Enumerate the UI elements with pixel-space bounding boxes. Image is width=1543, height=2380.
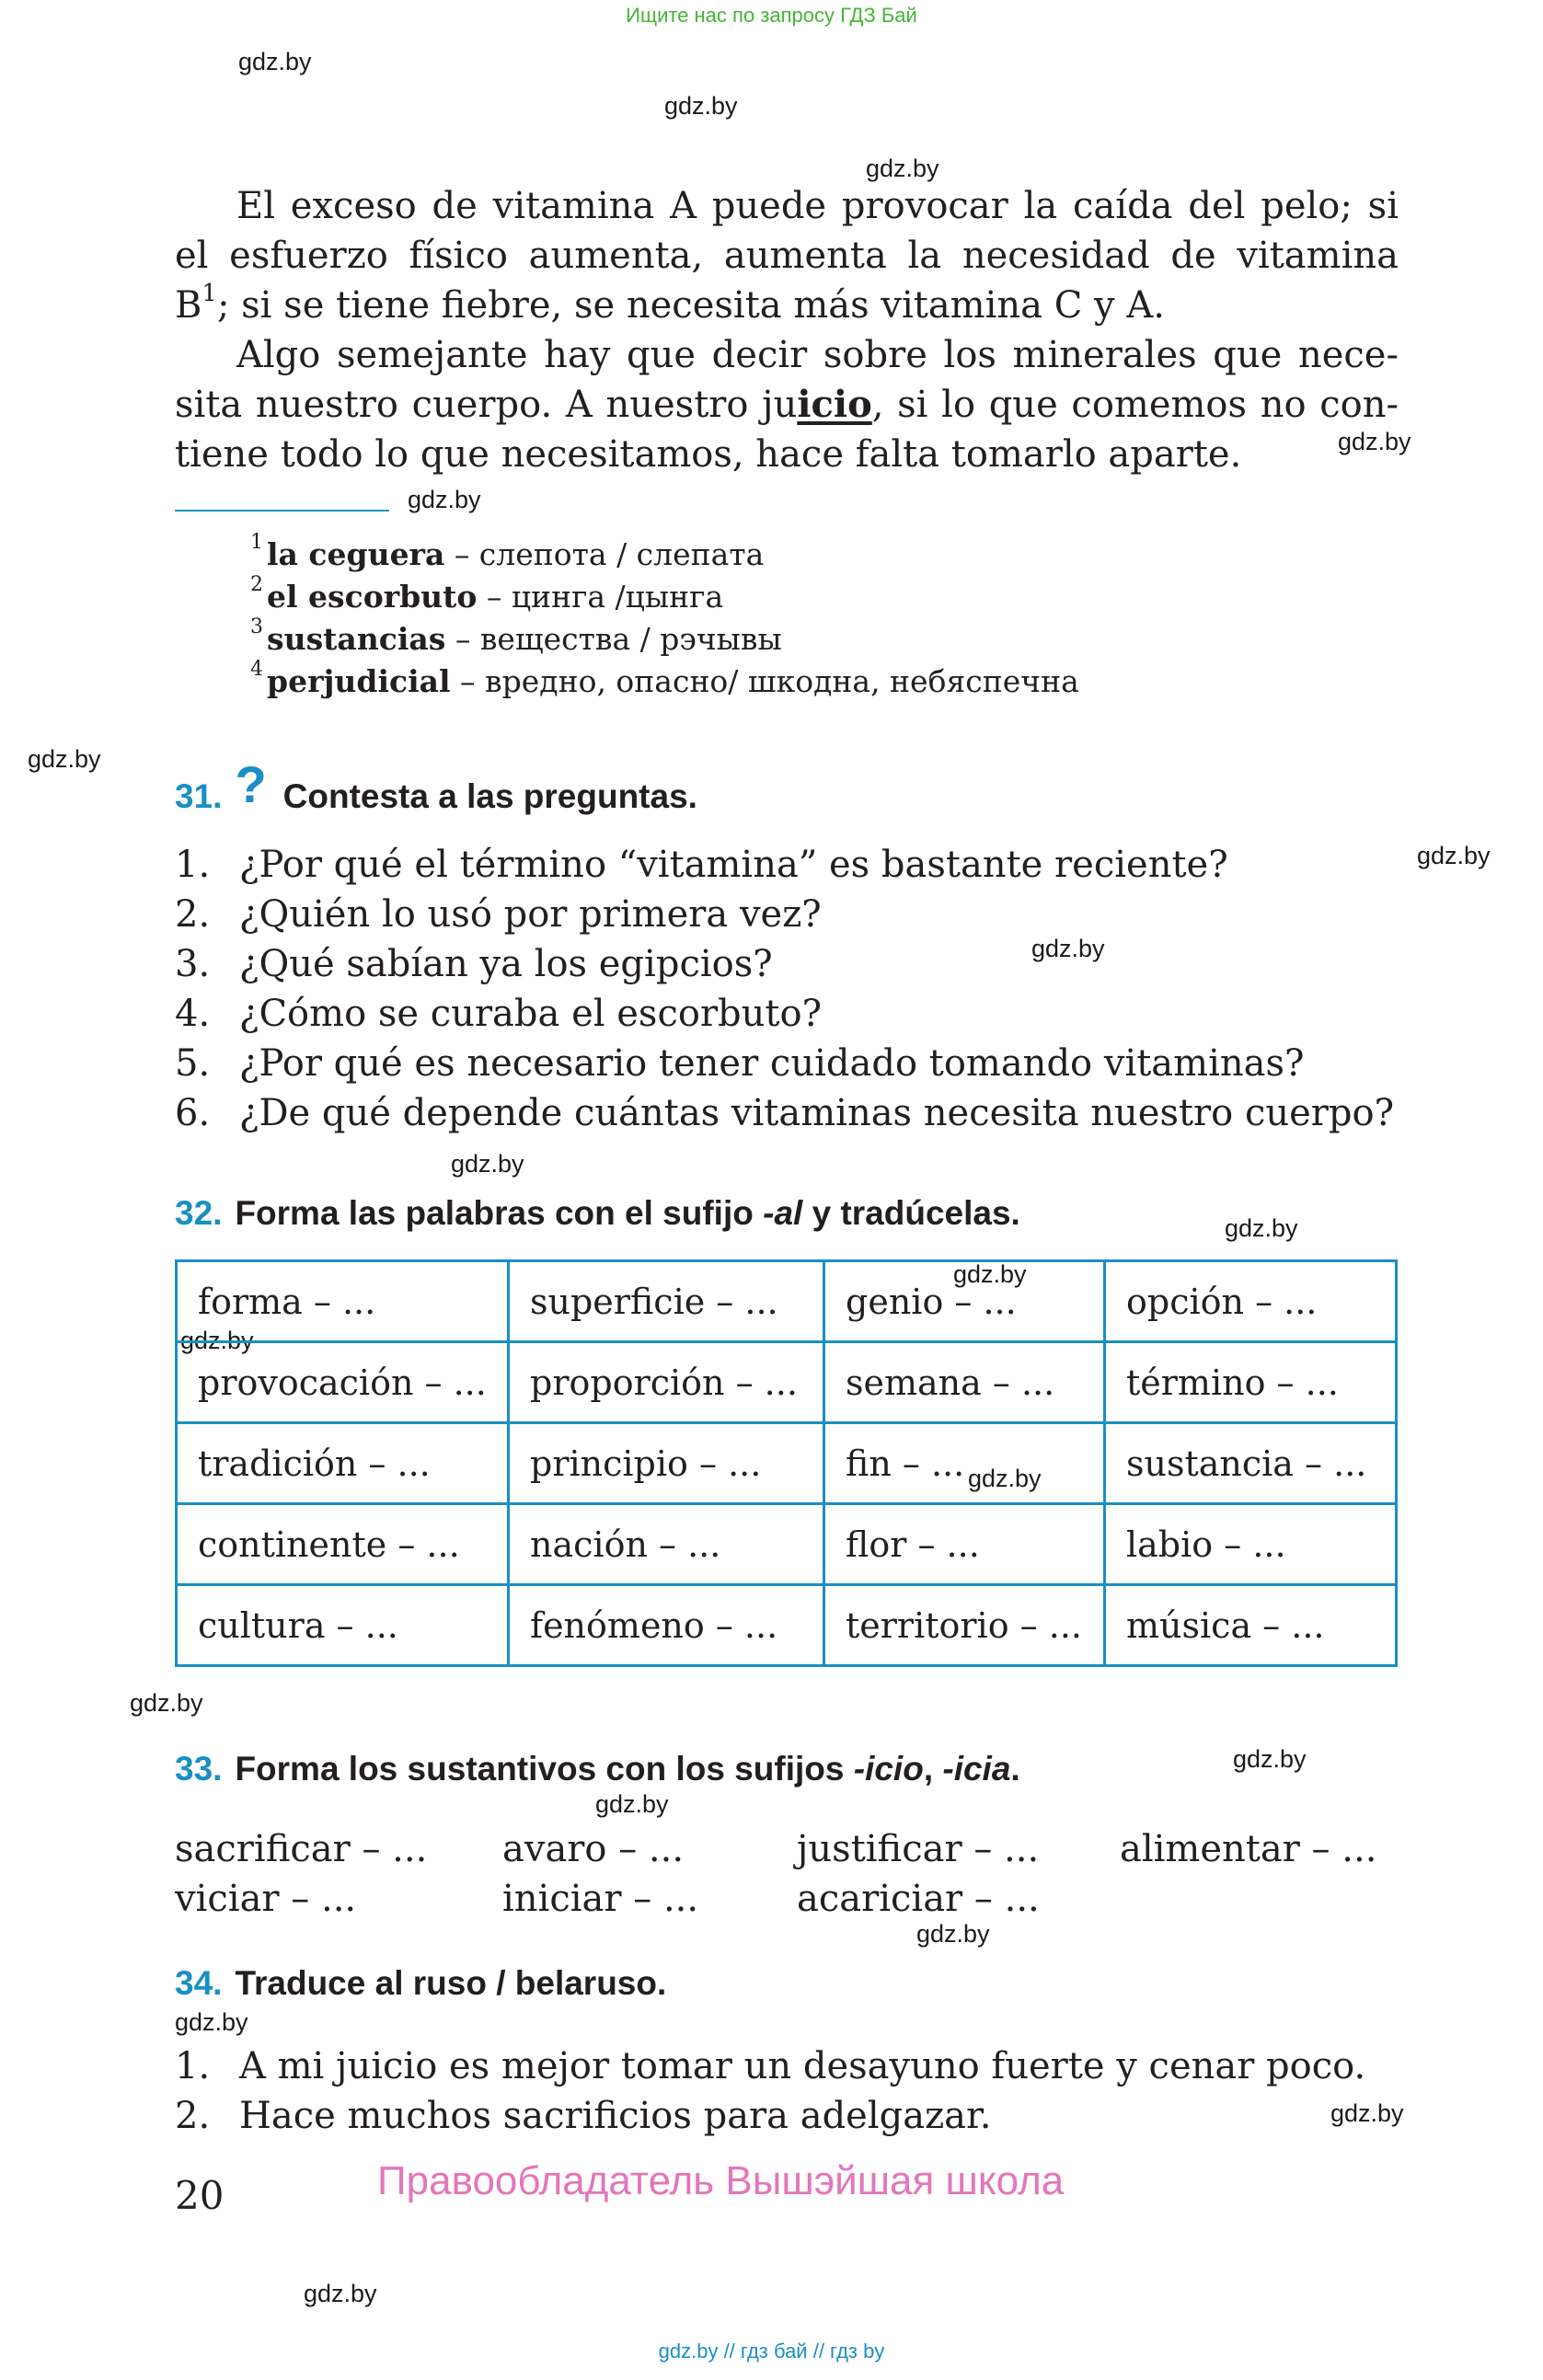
table-cell: labio – ... (1105, 1504, 1397, 1585)
exercise-31-heading (175, 755, 697, 820)
item-text: A mi juicio es mejor tomar un desayuno fuerte y cenar poco. (239, 2045, 1366, 2087)
list-item (175, 2091, 1365, 2141)
watermark: gdz.by (304, 2280, 377, 2307)
suffix: -icio (853, 1750, 924, 1788)
sentence-list (175, 2041, 1365, 2141)
text-line: Algo semejante hay que decir sobre los minerales que nece- (236, 334, 1399, 376)
text-segment: , si lo que comemos no con- (871, 384, 1399, 426)
footnote-number: 3 (250, 615, 263, 638)
word-item: iniciar – ... (502, 1878, 699, 1920)
footnote-number: 2 (250, 573, 263, 596)
table-cell: provocación – ... (177, 1342, 509, 1423)
bottom-links: gdz.by // гдз бай // гдз by (658, 2340, 885, 2363)
table-cell: genio – ... (824, 1261, 1105, 1342)
text-line (175, 380, 1399, 430)
table-row (177, 1423, 1397, 1504)
watermark: gdz.by (968, 1465, 1042, 1492)
table-cell: tradición – ... (177, 1423, 509, 1504)
question-list (175, 840, 1394, 1138)
table-cell: música – ... (1105, 1585, 1397, 1666)
page-number: 20 (175, 2173, 225, 2218)
item-text: ¿Por qué es necesario tener cuidado tomando vitaminas? (239, 1042, 1305, 1085)
table-row (177, 1585, 1397, 1666)
item-text: ¿De qué depende cuántas vitaminas necesita nuestro cuerpo? (239, 1092, 1395, 1134)
exercise-title: y tradúcelas. (802, 1194, 1020, 1232)
text-line: tiene todo lo que necesitamos, hace falta tomarlo aparte. (175, 433, 1242, 476)
watermark: gdz.by (28, 745, 101, 773)
footnotes (250, 531, 1079, 703)
footnote-number: 4 (250, 658, 263, 681)
exercise-number: 32. (175, 1194, 223, 1232)
table-cell: principio – ... (509, 1423, 824, 1504)
table-cell: sustancia – ... (1105, 1423, 1397, 1504)
table-row (177, 1504, 1397, 1585)
text-segment: B (175, 284, 202, 327)
footnote-divider (175, 510, 389, 512)
footnote-term: sustancias (267, 621, 446, 657)
exercise-title: Traduce al ruso / belaruso. (235, 1964, 667, 2002)
exercise-title: Contesta a las preguntas. (282, 777, 697, 815)
item-text: ¿Quién lo usó por primera vez? (239, 893, 822, 936)
item-number: 6. (175, 1092, 211, 1134)
exercise-number: 33. (175, 1750, 223, 1788)
word-item: viciar – ... (175, 1878, 357, 1920)
watermark: gdz.by (1338, 428, 1411, 455)
footnote-term: perjudicial (267, 663, 451, 699)
footnote-translation: – вещества / рэчывы (445, 621, 782, 657)
table-cell: forma – ... (177, 1261, 509, 1342)
watermark: gdz.by (1225, 1214, 1298, 1242)
exercise-32-heading (175, 1194, 1020, 1233)
watermark: gdz.by (408, 486, 481, 513)
watermark: gdz.by (664, 92, 738, 120)
item-number: 4. (175, 993, 211, 1035)
word-item: alimentar – ... (1120, 1828, 1377, 1870)
exercise-34-heading (175, 1964, 666, 2003)
watermark: gdz.by (238, 48, 312, 75)
footnote-term: la ceguera (267, 536, 445, 572)
table-cell: flor – ... (824, 1504, 1105, 1585)
word-item: sacrificar – ... (175, 1828, 428, 1870)
table-cell: proporción – ... (509, 1342, 824, 1423)
footnote-translation: – цинга /цынга (477, 579, 724, 615)
footnote-translation: – вредно, опасно/ шкодна, небяспечна (450, 663, 1079, 699)
watermark: gdz.by (180, 1327, 254, 1354)
suffix: -al (763, 1194, 803, 1232)
top-banner: Ищите нас по запросу ГДЗ Бай (626, 4, 917, 27)
punctuation: . (1010, 1750, 1020, 1788)
list-item (175, 989, 1394, 1039)
watermark: gdz.by (595, 1790, 669, 1818)
exercise-number: 31. (175, 777, 223, 815)
highlighted-suffix: icio (797, 383, 872, 426)
paragraph-vitamins (175, 181, 1399, 330)
rights-holder: Правообладатель Вышэйшая школа (377, 2158, 1065, 2203)
item-number: 1. (175, 844, 211, 886)
footnote-translation: – слепота / слепата (444, 536, 765, 572)
list-item (175, 939, 1394, 989)
list-item (175, 1088, 1394, 1138)
list-item (175, 890, 1394, 939)
text-segment: ; si se tiene fiebre, se necesita más vitamina C y A. (216, 284, 1165, 327)
watermark: gdz.by (451, 1150, 524, 1178)
exercise-title: Forma los sustantivos con los sufijos (235, 1750, 854, 1788)
footnote (250, 658, 1079, 703)
watermark: gdz.by (866, 155, 939, 182)
text-line: el esfuerzo físico aumenta, aumenta la necesidad de vitamina (175, 235, 1399, 277)
exercise-number: 34. (175, 1964, 223, 2002)
footnote (250, 615, 1079, 661)
table-cell: territorio – ... (824, 1585, 1105, 1666)
list-item (175, 840, 1394, 890)
word-item: justificar – ... (797, 1828, 1040, 1870)
footnote-number: 1 (250, 531, 263, 554)
item-text: ¿Por qué el término “vitamina” es bastante reciente? (239, 844, 1228, 886)
list-item (175, 2041, 1365, 2091)
table-cell: fin – ... (824, 1423, 1105, 1504)
watermark: gdz.by (916, 1920, 990, 1948)
superscript: 1 (202, 279, 217, 307)
item-text: ¿Qué sabían ya los egipcios? (239, 943, 773, 985)
table-cell: semana – ... (824, 1342, 1105, 1423)
item-number: 2. (175, 893, 211, 936)
exercise-33-heading (175, 1750, 1020, 1788)
table-cell: opción – ... (1105, 1261, 1397, 1342)
table-row (177, 1261, 1397, 1342)
item-number: 2. (175, 2095, 211, 2137)
table-cell: superficie – ... (509, 1261, 824, 1342)
watermark: gdz.by (1233, 1745, 1307, 1773)
watermark: gdz.by (1330, 2099, 1404, 2127)
paragraph-minerals (175, 330, 1399, 479)
watermark: gdz.by (1031, 935, 1105, 962)
text-line (175, 281, 1399, 330)
separator: , (923, 1750, 943, 1788)
item-text: Hace muchos sacrificios para adelgazar. (239, 2095, 992, 2137)
text-segment: sita nuestro cuerpo. A nuestro ju (175, 384, 798, 426)
item-number: 5. (175, 1042, 211, 1085)
watermark: gdz.by (953, 1260, 1027, 1288)
table-cell: nación – ... (509, 1504, 824, 1585)
exercise-title: Forma las palabras con el sufijo (235, 1194, 764, 1232)
footnote (250, 573, 1079, 618)
question-mark-icon: ? (235, 755, 267, 813)
table-cell: cultura – ... (177, 1585, 509, 1666)
list-item (175, 1039, 1394, 1088)
word-table (175, 1259, 1398, 1667)
watermark: gdz.by (1417, 842, 1491, 869)
watermark: gdz.by (175, 2008, 248, 2036)
word-item: acariciar – ... (797, 1878, 1040, 1920)
text-line: El exceso de vitamina A puede provocar la caída del pelo; si (236, 185, 1399, 227)
item-number: 1. (175, 2045, 211, 2087)
suffix: -icia (942, 1750, 1011, 1788)
footnote-term: el escorbuto (267, 579, 478, 615)
word-item: avaro – ... (502, 1828, 685, 1870)
table-row (177, 1342, 1397, 1423)
watermark: gdz.by (130, 1689, 203, 1717)
item-number: 3. (175, 943, 211, 985)
table-cell: continente – ... (177, 1504, 509, 1585)
footnote (250, 531, 1079, 576)
table-cell: término – ... (1105, 1342, 1397, 1423)
item-text: ¿Cómo se curaba el escorbuto? (239, 993, 823, 1035)
table-cell: fenómeno – ... (509, 1585, 824, 1666)
